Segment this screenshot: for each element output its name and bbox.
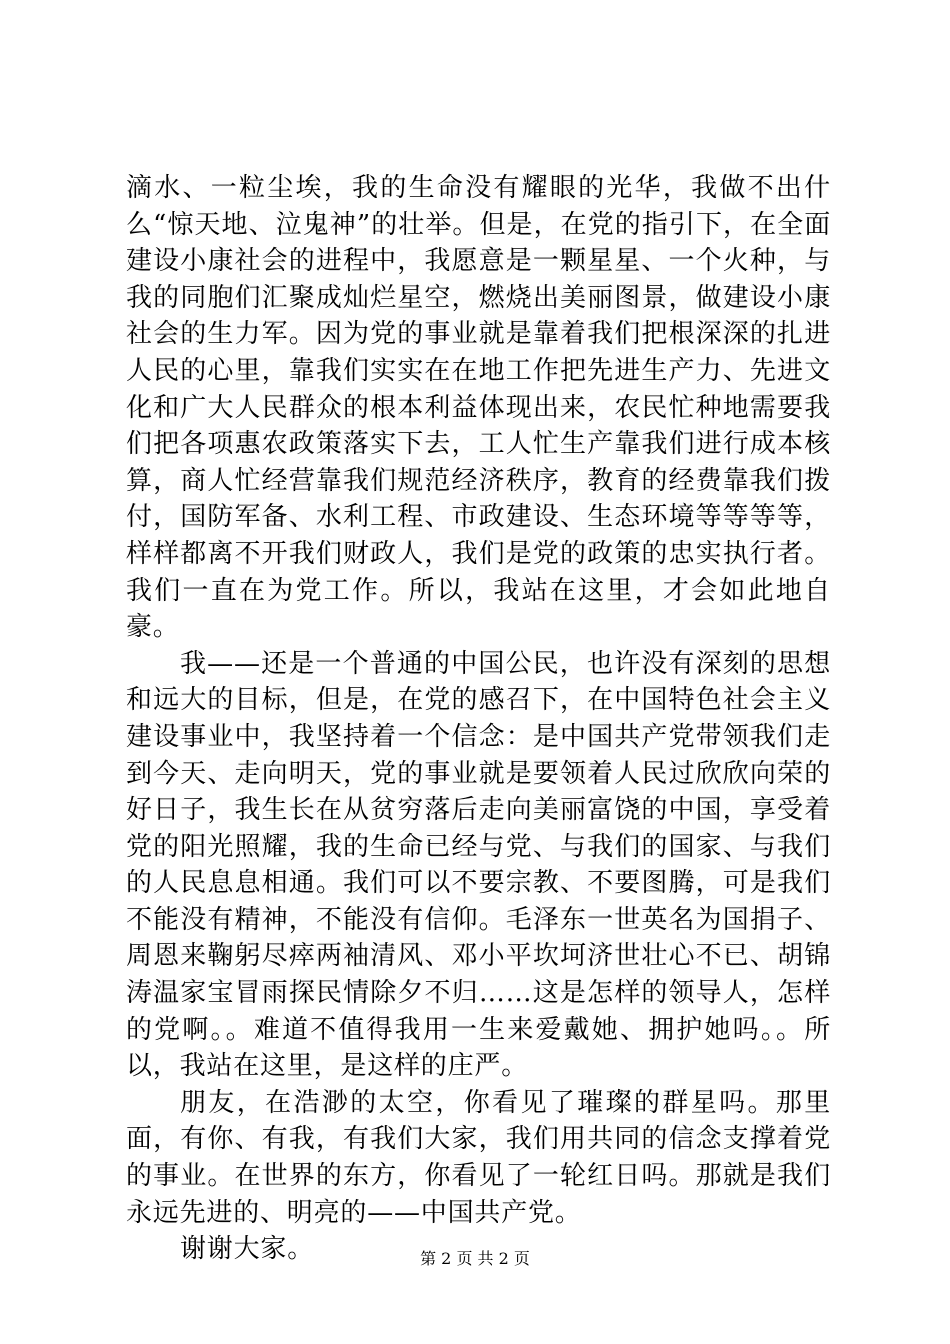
paragraph-3: 朋友，在浩渺的太空，你看见了璀璨的群星吗。那里面，有你、有我，有我们大家，我们用共同的信念支撑着党的事业。在世界的东方，你看见了一轮红日吗。那就是我们永远先进的、明亮的——中国共产党。 — [126, 1087, 831, 1228]
paragraph-2: 我——还是一个普通的中国公民，也许没有深刻的思想和远大的目标，但是，在党的感召下，在中国特色社会主义建设事业中，我坚持着一个信念：是中国共产党带领我们走到今天、走向明天，党的事业就是要领着人民过欣欣向荣的好日子，我生长在从贫穷落后走向美丽富饶的中国，享受着党的阳光照耀，我的生命已经与党、与我们的国家、与我们的人民息息相通。我们可以不要宗教、不要图腾，可是我们不能没有精神，不能没有信仰。毛泽东一世英名为国捐子、周恩来鞠躬尽瘁两袖清风、邓小平坎坷济世壮心不已、胡锦涛温家宝冒雨探民情除夕不归……这是怎样的领导人，怎样的党啊。。难道不值得我用一生来爱戴她、拥护她吗。。所以，我站在这里，是这样的庄严。 — [126, 648, 831, 1082]
paragraph-1: 滴水、一粒尘埃，我的生命没有耀眼的光华，我做不出什么“惊天地、泣鬼神”的壮举。但是，在党的指引下，在全面建设小康社会的进程中，我愿意是一颗星星、一个火种，与我的同胞们汇聚成灿烂星空，燃烧出美丽图景，做建设小康社会的生力军。因为党的事业就是靠着我们把根深深的扎进人民的心里，靠我们实实在在地工作把先进生产力、先进文化和广大人民群众的根本利益体现出来，农民忙种地需要我们把各项惠农政策落实下去，工人忙生产靠我们进行成本核算，商人忙经营靠我们规范经济秩序，教育的经费靠我们拨付，国防军备、水利工程、市政建设、生态环境等等等等，样样都离不开我们财政人，我们是党的政策的忠实执行者。我们一直在为党工作。所以，我站在这里，才会如此地自豪。 — [126, 173, 831, 643]
page-number: 第 2 页 共 2 页 — [420, 1249, 530, 1268]
paragraph-4: 谢谢大家。 — [180, 1234, 315, 1265]
document-body — [126, 170, 831, 1268]
